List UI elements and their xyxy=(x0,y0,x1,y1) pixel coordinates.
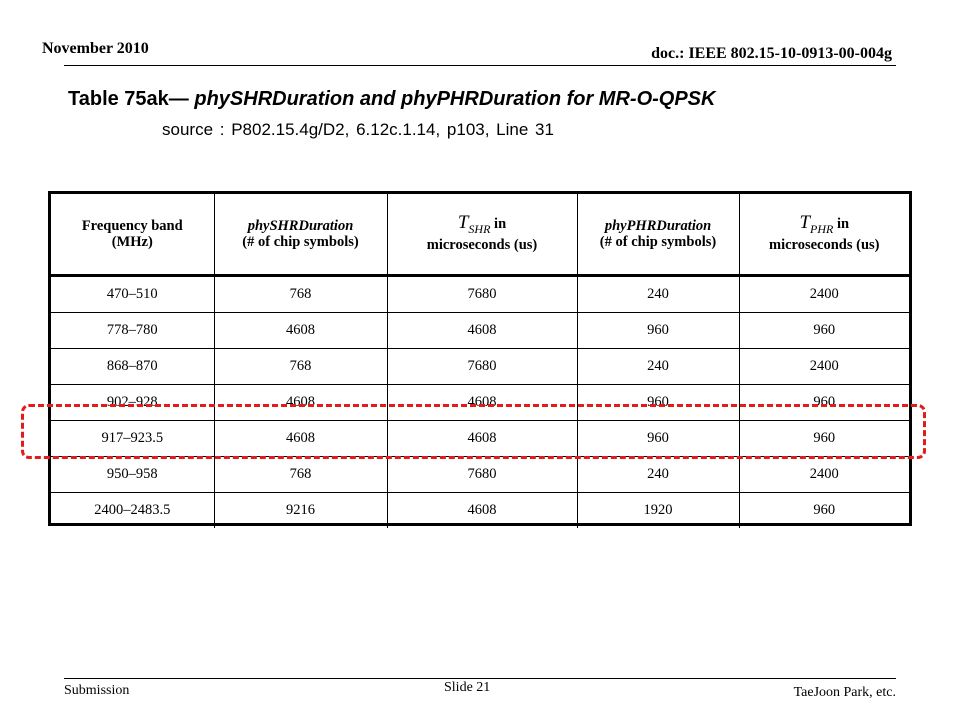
table-cell: 960 xyxy=(577,313,739,349)
table-cell: 4608 xyxy=(214,421,387,457)
table-row xyxy=(51,349,909,385)
header-divider xyxy=(64,65,896,66)
header-doc-id: doc.: IEEE 802.15-10-0913-00-004g xyxy=(651,45,892,62)
table-cell: 7680 xyxy=(387,457,577,493)
table-cell: 960 xyxy=(739,493,909,529)
table-cell: 240 xyxy=(577,276,739,313)
header-date: November 2010 xyxy=(42,40,149,57)
table-cell: 470–510 xyxy=(51,276,214,313)
table-cell: 960 xyxy=(577,385,739,421)
data-table-frame xyxy=(48,191,912,526)
table-cell: 768 xyxy=(214,349,387,385)
table-cell: 960 xyxy=(739,421,909,457)
table-cell: 4608 xyxy=(387,493,577,529)
table-cell: 778–780 xyxy=(51,313,214,349)
t-shr-unit: microseconds (us) xyxy=(426,236,538,253)
slide-title xyxy=(68,88,715,111)
table-cell: 4608 xyxy=(214,385,387,421)
footer-divider xyxy=(64,678,896,679)
table-cell: 7680 xyxy=(387,349,577,385)
t-phr-in: in xyxy=(833,216,850,233)
footer-submission: Submission xyxy=(64,683,130,698)
table-cell: 240 xyxy=(577,349,739,385)
t-shr-symbol: $T_{SHR}$ xyxy=(457,212,491,236)
footer-author: TaeJoon Park, etc. xyxy=(793,685,896,700)
table-cell: 4608 xyxy=(214,313,387,349)
table-cell: 960 xyxy=(577,421,739,457)
table-cell: 2400 xyxy=(739,276,909,313)
table-cell: 950–958 xyxy=(51,457,214,493)
t-shr-in: in xyxy=(490,216,507,233)
t-phr-unit: microseconds (us) xyxy=(769,236,880,253)
table-row xyxy=(51,457,909,493)
table-row xyxy=(51,276,909,313)
table-cell: 902–928 xyxy=(51,385,214,421)
t-phr-symbol: $T_{PHR}$ xyxy=(799,212,834,236)
table-cell: 868–870 xyxy=(51,349,214,385)
table-cell: 9216 xyxy=(214,493,387,529)
table-cell: 2400 xyxy=(739,457,909,493)
header-t-phr xyxy=(739,194,909,276)
header-frequency-band-line2: (MHz) xyxy=(111,234,153,250)
header-frequency-band xyxy=(51,194,214,276)
table-cell: 768 xyxy=(214,457,387,493)
table-cell: 2400–2483.5 xyxy=(51,493,214,529)
table-cell: 1920 xyxy=(577,493,739,529)
source-line: source : P802.15.4g/D2, 6.12c.1.14, p103, Line 31 xyxy=(162,120,554,139)
table-cell: 4608 xyxy=(387,313,577,349)
table-cell: 960 xyxy=(739,313,909,349)
table-row xyxy=(51,493,909,529)
header-shr-duration-unit: (# of chip symbols) xyxy=(242,234,359,250)
table-cell: 7680 xyxy=(387,276,577,313)
table-cell: 4608 xyxy=(387,421,577,457)
table-cell: 4608 xyxy=(387,385,577,421)
header-t-shr xyxy=(387,194,577,276)
duration-table xyxy=(51,194,909,528)
table-header-row xyxy=(51,194,909,276)
title-italic: phySHRDuration and phyPHRDuration for MR-O-QPSK xyxy=(194,88,716,110)
header-shr-duration-name: phySHRDuration xyxy=(247,218,354,234)
table-cell: 768 xyxy=(214,276,387,313)
header-frequency-band-line1: Frequency band xyxy=(81,218,183,234)
footer-slide-number: Slide 21 xyxy=(444,680,491,695)
header-shr-duration xyxy=(214,194,387,276)
title-prefix: Table 75ak— xyxy=(68,88,195,110)
table-cell: 960 xyxy=(739,385,909,421)
table-cell: 917–923.5 xyxy=(51,421,214,457)
table-cell: 240 xyxy=(577,457,739,493)
header-phr-duration-name: phyPHRDuration xyxy=(604,218,712,234)
header-phr-duration xyxy=(577,194,739,276)
table-row xyxy=(51,313,909,349)
table-cell: 2400 xyxy=(739,349,909,385)
header-phr-duration-unit: (# of chip symbols) xyxy=(599,234,717,250)
highlight-dashed-box xyxy=(21,404,926,459)
